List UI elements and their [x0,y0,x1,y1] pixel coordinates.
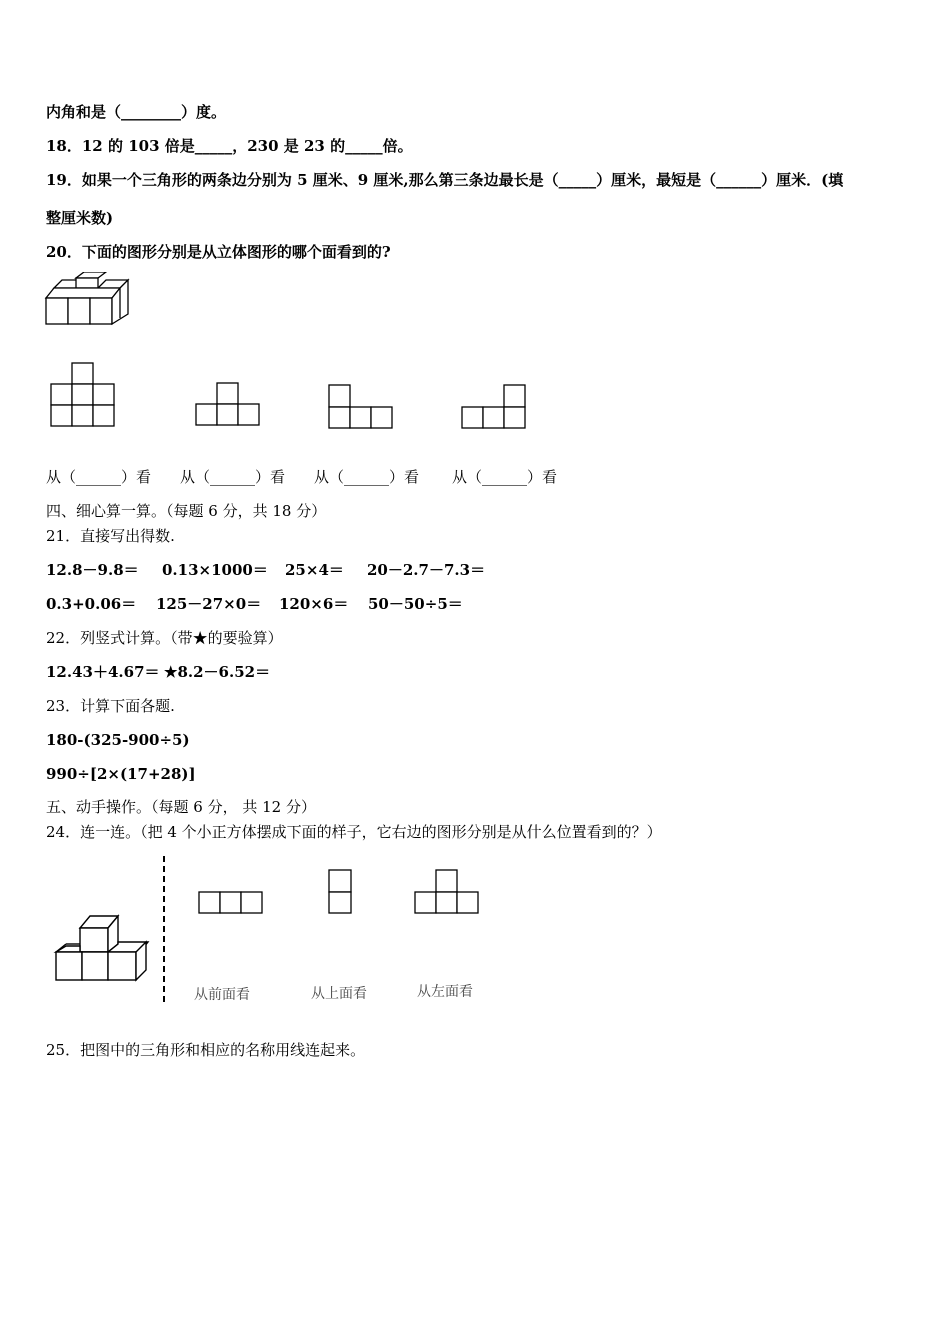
q21-item-4: 20－2.7－7.3＝ [367,561,486,579]
q21-item-8: 50－50÷5＝ [368,595,463,613]
q24-dashed-divider [160,856,168,1002]
q21-row-2 [46,594,463,614]
q21-item-6: 125－27×0＝ [156,595,262,613]
q20-view-1 [50,362,116,428]
q21-item-7: 120×6＝ [279,595,349,613]
q20-view-3 [327,384,395,430]
section-4-title: 四、细心算一算。（每题 6 分，共 18 分） [46,502,327,520]
q20-view-answers [46,467,557,487]
q20-solid-figure [44,272,130,328]
q20-answer-2: 从（______）看 [180,468,286,486]
q22-item-2: ★8.2－6.52＝ [164,663,271,681]
question-19-line2: 整厘米数) [46,209,114,227]
question-18: 18．12 的 103 倍是_____，230 是 23 的_____倍。 [46,137,413,155]
q24-label-front: 从前面看 [194,987,250,1003]
q21-item-5: 0.3+0.06＝ [46,595,137,613]
question-22: 22．列竖式计算。（带★的要验算） [46,629,283,647]
question-19-line1: 19．如果一个三角形的两条边分别为 5 厘米、9 厘米,那么第三条边最长是（_____）厘米，最短是（______）厘米．(填 [46,171,844,189]
q20-view-2 [194,382,262,428]
q24-label-left: 从左面看 [417,984,473,1000]
q20-answer-1: 从（______）看 [46,468,152,486]
question-24: 24．连一连。（把 4 个小正方体摆成下面的样子，它右边的图形分别是从什么位置看到的？） [46,823,662,841]
q24-view-top [327,868,355,916]
question-23: 23．计算下面各题. [46,697,175,715]
q24-view-left [413,868,483,916]
question-20: 20．下面的图形分别是从立体图形的哪个面看到的? [46,243,391,261]
q21-item-2: 0.13×1000＝ [162,561,268,579]
q20-answer-4: 从（______）看 [452,468,558,486]
q21-item-1: 12.8－9.8＝ [46,561,139,579]
q24-solid-figure [52,912,152,986]
q20-view-4 [460,384,528,430]
q24-view-front [197,890,267,916]
line-angle-sum: 内角和是（________）度。 [46,103,227,121]
q24-label-top: 从上面看 [311,986,367,1002]
q23-expression-2: 990÷[2×(17+28)] [46,765,196,783]
q22-item-1: 12.43＋4.67＝ [46,663,160,681]
q21-row-1 [46,560,485,580]
question-25: 25．把图中的三角形和相应的名称用线连起来。 [46,1041,366,1059]
question-21: 21．直接写出得数. [46,527,175,545]
q23-expression-1: 180-(325-900÷5) [46,731,190,749]
section-5-title: 五、动手操作。（每题 6 分， 共 12 分） [46,798,316,816]
q20-answer-3: 从（______）看 [314,468,420,486]
q21-item-3: 25×4＝ [285,561,344,579]
q22-row [46,662,270,682]
